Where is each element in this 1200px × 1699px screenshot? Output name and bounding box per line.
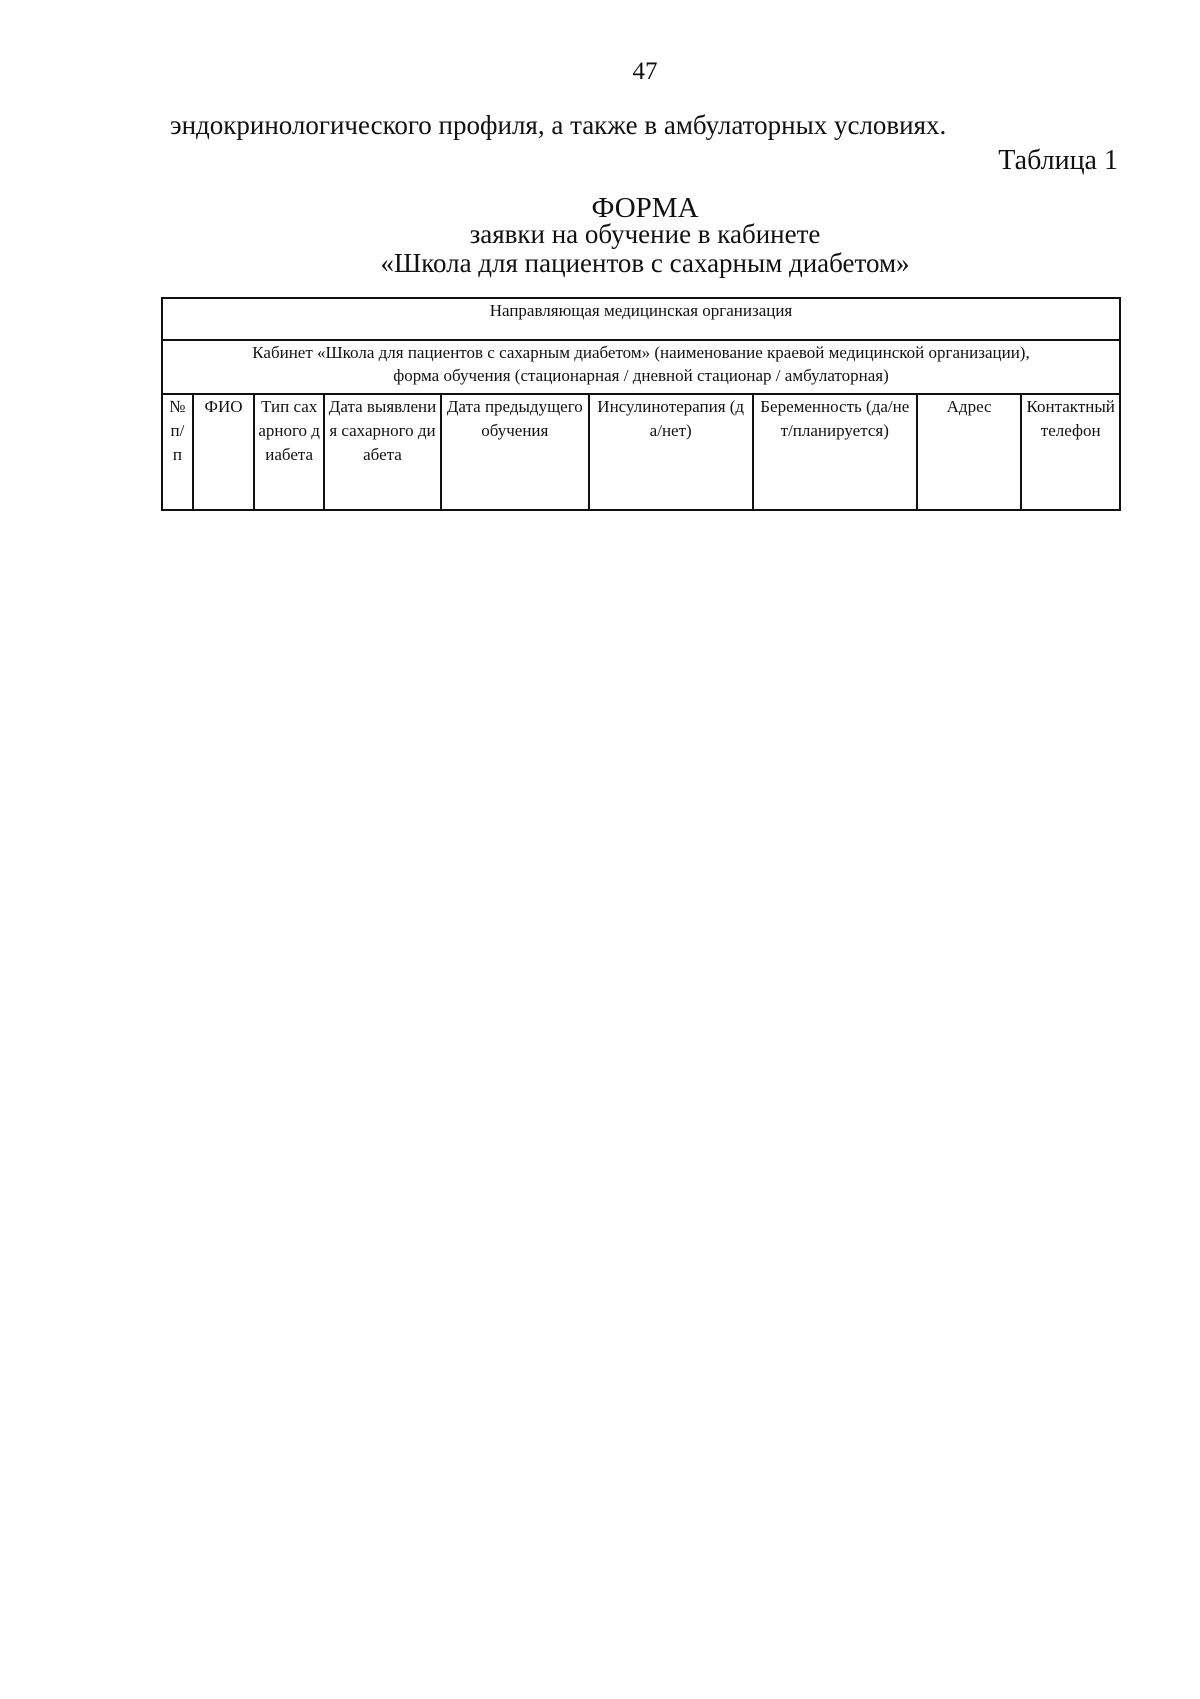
form-title: ФОРМА [591,192,699,224]
column-header-phone: Контактный телефон [1021,394,1120,510]
column-header-insulin-therapy: Инсулинотерапия (да/нет) [589,394,753,510]
column-header-fio: ФИО [193,394,255,510]
form-subtitle-line-2: «Школа для пациентов с сахарным диабетом» [380,248,910,278]
column-header-previous-training-date: Дата предыдущего обучения [441,394,589,510]
column-header-diabetes-type: Тип сахарного диабета [254,394,324,510]
page-number: 47 [632,58,658,85]
cabinet-line-1: Кабинет «Школа для пациентов с сахарным диабетом» (наименование краевой медицинской организации), [252,343,1030,362]
column-header-pregnancy: Беременность (да/нет/планируется) [753,394,917,510]
cabinet-cell [162,340,1120,394]
continuation-text: эндокринологического профиля, а также в амбулаторных условиях. [170,110,947,140]
table-caption: Таблица 1 [998,145,1118,176]
column-header-detection-date: Дата выявления сахарного диабета [324,394,441,510]
org-header-row [162,298,1120,340]
request-form-table [161,297,1121,511]
column-header-address: Адрес [917,394,1022,510]
column-header-row [162,394,1120,510]
org-header-cell: Направляющая медицинская организация [162,298,1120,340]
column-header-number: № п/п [162,394,193,510]
form-subtitle-line-1: заявки на обучение в кабинете [469,219,821,249]
form-subtitle [0,220,1200,278]
cabinet-line-2: форма обучения (стационарная / дневной стационар / амбулаторная) [393,366,889,385]
cabinet-row [162,340,1120,394]
